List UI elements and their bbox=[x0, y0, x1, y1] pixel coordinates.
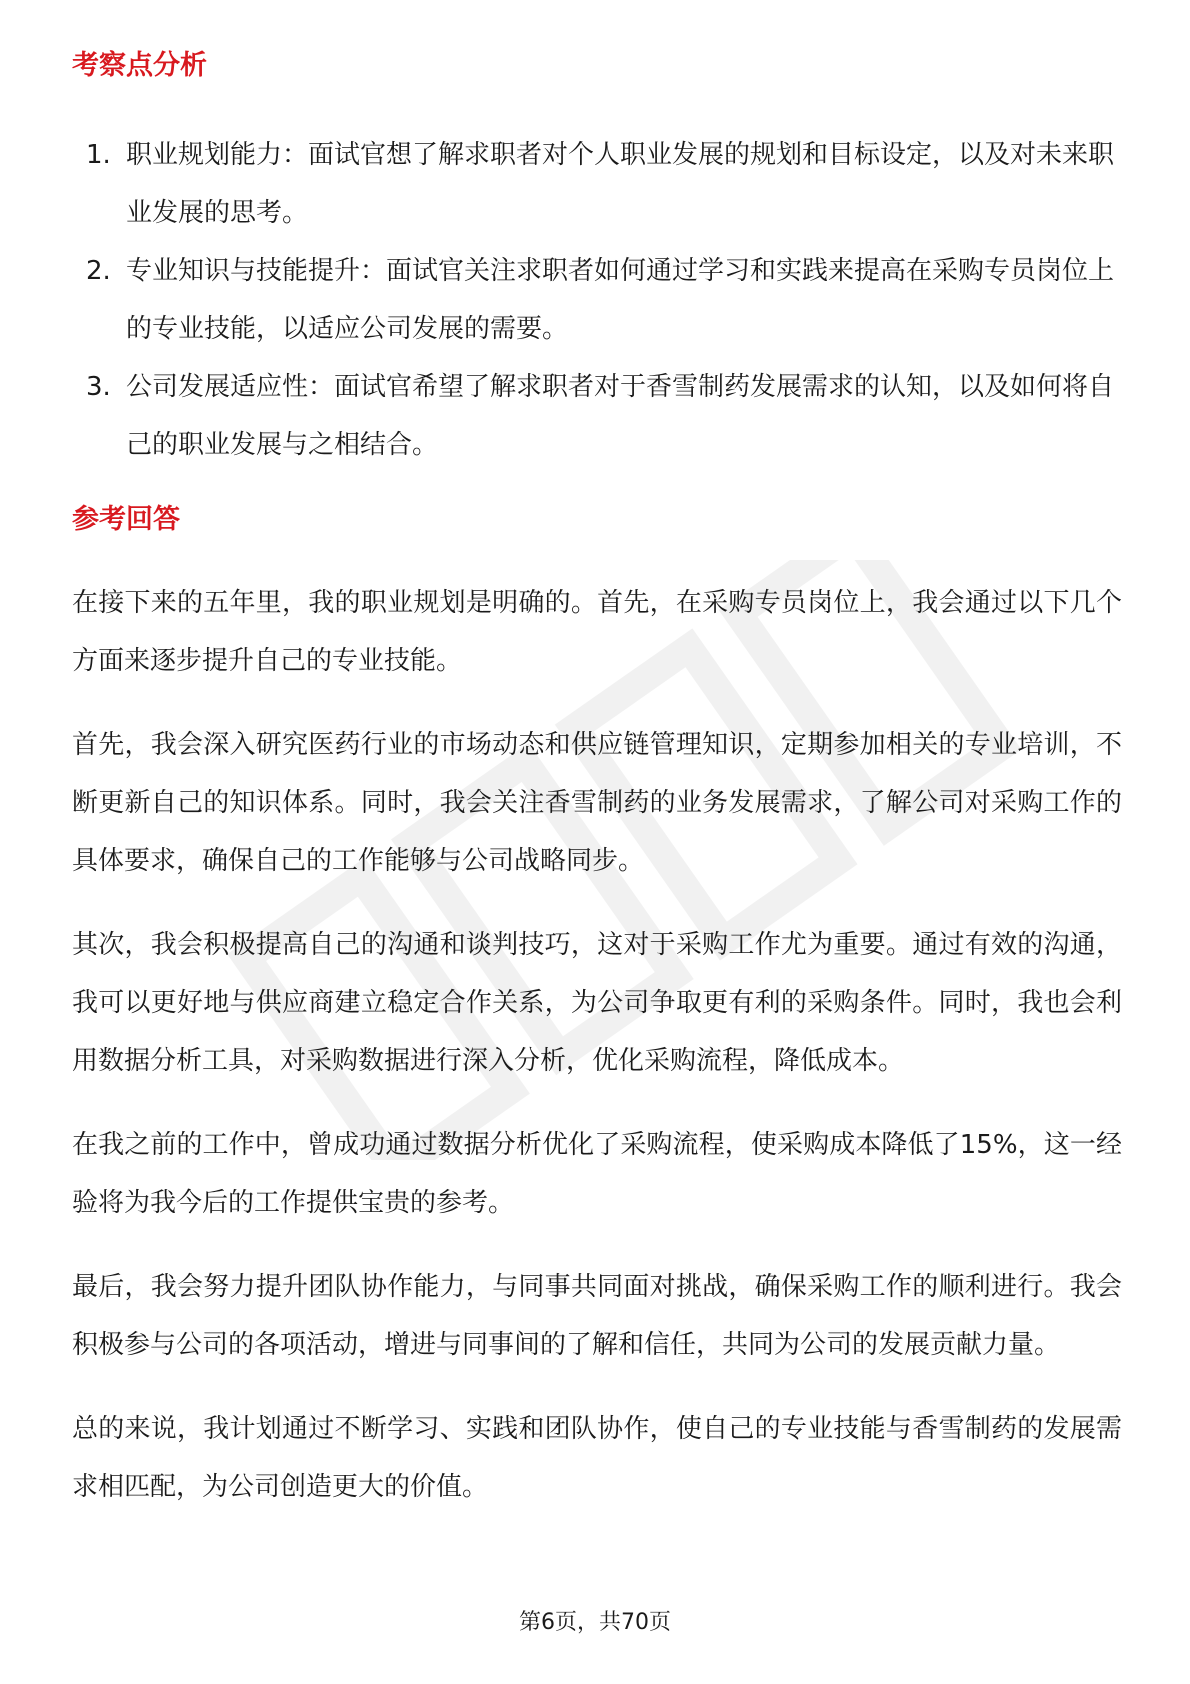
content-area bbox=[72, 44, 1122, 1516]
answer-paragraph: 在接下来的五年里，我的职业规划是明确的。首先，在采购专员岗位上，我会通过以下几个方面来逐步提升自己的专业技能。 bbox=[72, 588, 1122, 676]
item-text: 专业知识与技能提升：面试官关注求职者如何通过学习和实践来提高在采购专员岗位上的专业技能，以适应公司发展的需要。 bbox=[126, 256, 1115, 344]
item-text: 公司发展适应性：面试官希望了解求职者对于香雪制药发展需求的认知，以及如何将自己的职业发展与之相结合。 bbox=[126, 372, 1115, 460]
analysis-item-3 bbox=[72, 358, 1122, 474]
item-number: 1. bbox=[86, 140, 111, 170]
answer-body bbox=[72, 574, 1122, 1516]
item-number: 3. bbox=[86, 372, 111, 402]
answer-paragraph: 最后，我会努力提升团队协作能力，与同事共同面对挑战，确保采购工作的顺利进行。我会积极参与公司的各项活动，增进与同事间的了解和信任，共同为公司的发展贡献力量。 bbox=[72, 1272, 1122, 1360]
analysis-item-2 bbox=[72, 242, 1122, 358]
analysis-list bbox=[72, 126, 1122, 474]
answer-paragraph: 其次，我会积极提高自己的沟通和谈判技巧，这对于采购工作尤为重要。通过有效的沟通，我可以更好地与供应商建立稳定合作关系，为公司争取更有利的采购条件。同时，我也会利用数据分析工具，对采购数据进行深入分析，优化采购流程，降低成本。 bbox=[72, 930, 1122, 1076]
page-number: 第6页，共70页 bbox=[519, 1610, 671, 1635]
analysis-item-1 bbox=[72, 126, 1122, 242]
answer-paragraph: 总的来说，我计划通过不断学习、实践和团队协作，使自己的专业技能与香雪制药的发展需求相匹配，为公司创造更大的价值。 bbox=[72, 1414, 1122, 1502]
answer-heading: 参考回答 bbox=[72, 504, 180, 535]
item-number: 2. bbox=[86, 256, 111, 286]
analysis-heading: 考察点分析 bbox=[72, 50, 207, 81]
answer-paragraph: 在我之前的工作中，曾成功通过数据分析优化了采购流程，使采购成本降低了15%，这一经验将为我今后的工作提供宝贵的参考。 bbox=[72, 1130, 1122, 1218]
answer-paragraph: 首先，我会深入研究医药行业的市场动态和供应链管理知识，定期参加相关的专业培训，不断更新自己的知识体系。同时，我会关注香雪制药的业务发展需求，了解公司对采购工作的具体要求，确保自己的工作能够与公司战略同步。 bbox=[72, 730, 1122, 876]
item-text: 职业规划能力：面试官想了解求职者对个人职业发展的规划和目标设定，以及对未来职业发展的思考。 bbox=[126, 140, 1115, 228]
